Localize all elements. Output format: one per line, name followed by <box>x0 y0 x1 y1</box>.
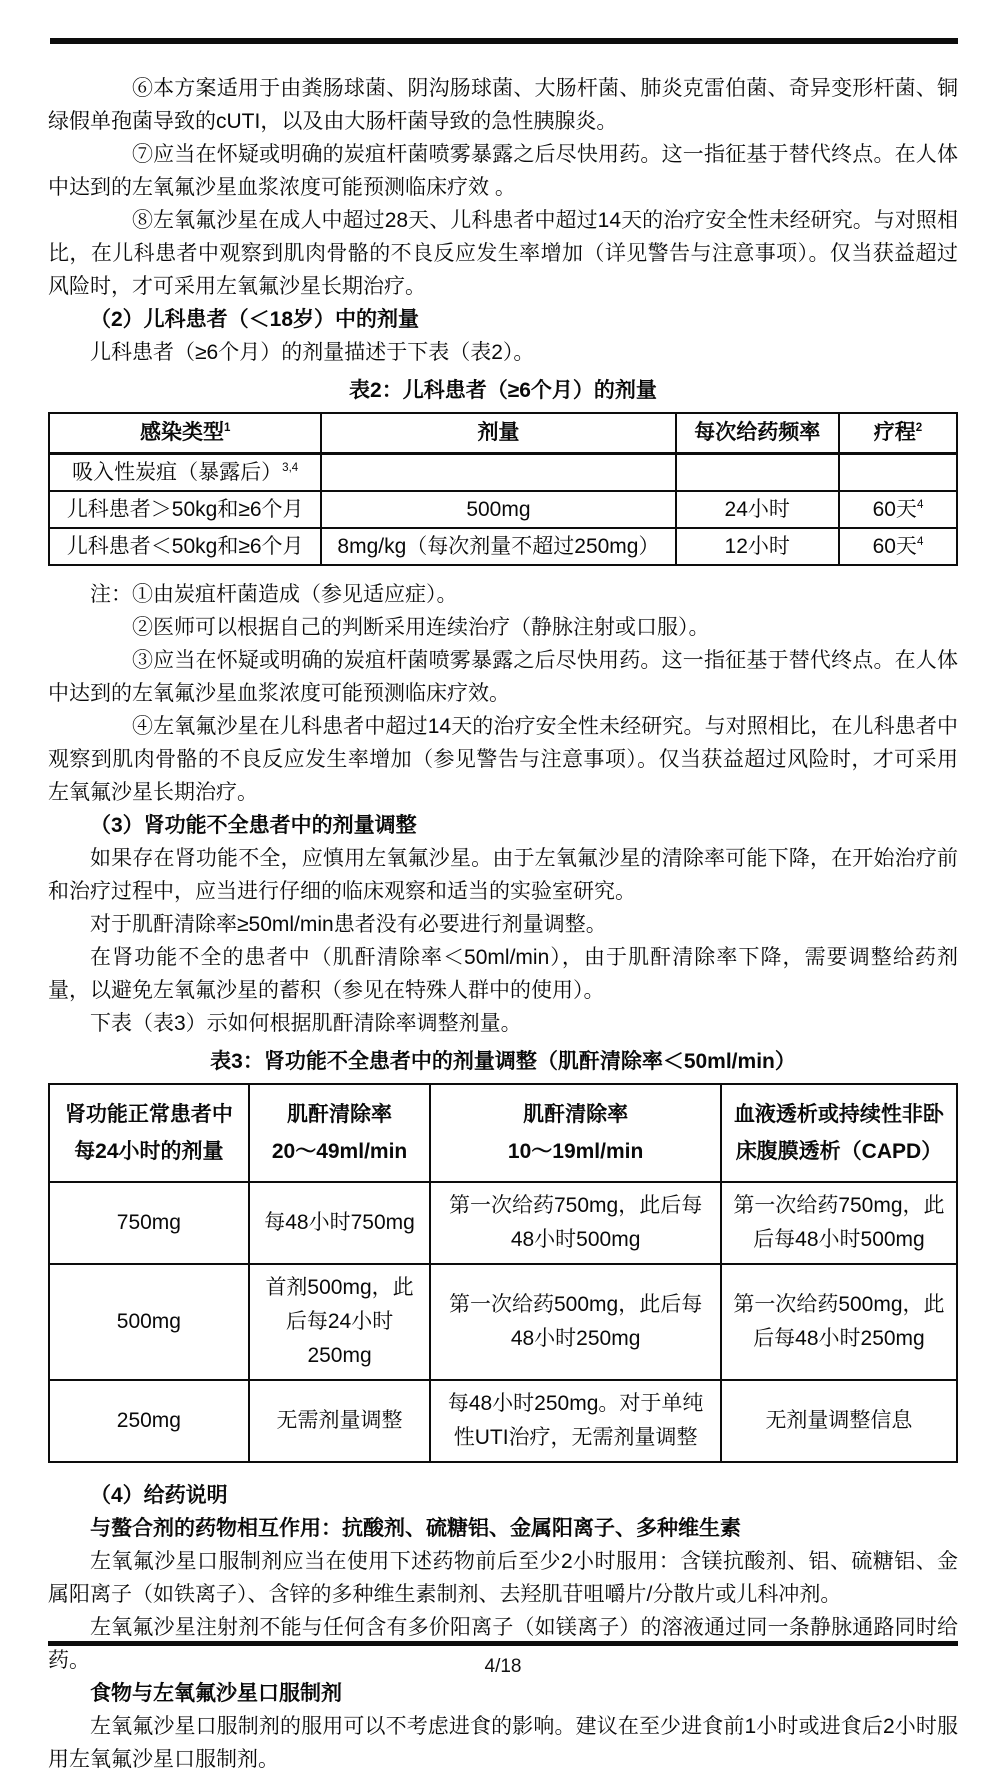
section2-heading: （2）儿科患者（＜18岁）中的剂量 <box>90 308 420 331</box>
paragraph-note6: ⑥本方案适用于由粪肠球菌、阴沟肠球菌、大肠杆菌、肺炎克雷伯菌、奇异变形杆菌、铜绿假单孢菌导致的cUTI，以及由大肠杆菌导致的急性胰腺炎。 <box>48 77 958 133</box>
table3-cell: 无需剂量调整 <box>249 1380 431 1462</box>
table3-header-cell <box>721 1084 957 1182</box>
section4-heading: （4）给药说明 <box>90 1484 228 1507</box>
table3-cell: 第一次给药500mg，此后每48小时250mg <box>430 1264 721 1380</box>
table2-cell <box>676 528 839 565</box>
table2-cell-text: 60天 <box>872 497 917 521</box>
table3-header-line2: 20～49ml/min <box>271 1140 408 1163</box>
table2-cell <box>49 528 321 565</box>
table2-cell <box>321 528 675 565</box>
table3-header-line1: 肌酐清除率 <box>287 1103 393 1126</box>
table2-cell-text: 12小时 <box>724 534 790 558</box>
table3-cell: 750mg <box>49 1182 249 1264</box>
table3-header-cell <box>249 1084 431 1182</box>
table3-row <box>49 1380 957 1462</box>
table3-cell: 无剂量调整信息 <box>721 1380 957 1462</box>
table2-header-sup: 1 <box>223 422 231 434</box>
table2-cell <box>676 454 839 492</box>
table2-cell-text: 500mg <box>466 497 531 521</box>
table2-note4: ④左氧氟沙星在儿科患者中超过14天的治疗安全性未经研究。与对照相比，在儿科患者中观察到肌肉骨骼的不良反应发生率增加（参见警告与注意事项）。仅当获益超过风险时，才可采用左氧氟沙星长期治疗。 <box>48 715 958 804</box>
section4-food-heading: 食物与左氧氟沙星口服制剂 <box>90 1682 342 1705</box>
table2-note3: ③应当在怀疑或明确的炭疽杆菌喷雾暴露之后尽快用药。这一指征基于替代终点。在人体中达到的左氧氟沙星血浆浓度可能预测临床疗效。 <box>48 649 958 705</box>
table3-cell: 500mg <box>49 1264 249 1380</box>
table3-cell: 首剂500mg，此后每24小时250mg <box>249 1264 431 1380</box>
table2-header-sup: 2 <box>915 422 923 434</box>
table2-header-text: 感染类型 <box>139 421 224 444</box>
table2-note2: ②医师可以根据自己的判断采用连续治疗（静脉注射或口服）。 <box>132 616 710 639</box>
table2-header-cell <box>321 413 675 454</box>
table2-cell-sup: 4 <box>916 535 924 548</box>
table2-cell-text: 8mg/kg（每次剂量不超过250mg） <box>337 534 660 558</box>
section3-paragraph1: 如果存在肾功能不全，应慎用左氧氟沙星。由于左氧氟沙星的清除率可能下降，在开始治疗前和治疗过程中，应当进行仔细的临床观察和适当的实验室研究。 <box>48 847 958 903</box>
table2-pediatric-dosage <box>48 412 958 566</box>
table2-cell-text: 儿科患者＞50kg和≥6个月 <box>66 497 304 521</box>
top-horizontal-rule <box>50 38 958 44</box>
table3-header-line1: 血液透析或持续性非卧 <box>733 1103 944 1126</box>
table3-cell: 250mg <box>49 1380 249 1462</box>
section4-paragraph3: 左氧氟沙星口服制剂的服用可以不考虑进食的影响。建议在至少进食前1小时或进食后2小时服用左氧氟沙星口服制剂。 <box>48 1715 958 1771</box>
page-number: 4/18 <box>484 1656 522 1677</box>
table3-header-cell <box>49 1084 249 1182</box>
table2-cell <box>839 528 957 565</box>
table2-row <box>49 528 957 565</box>
table3-renal-dose-adjustment <box>48 1083 958 1463</box>
section4-paragraph2: 左氧氟沙星注射剂不能与任何含有多价阳离子（如镁离子）的溶液通过同一条静脉通路同时给药。 <box>48 1616 958 1672</box>
table3-cell: 第一次给药750mg，此后每48小时500mg <box>721 1182 957 1264</box>
paragraph-note7: ⑦应当在怀疑或明确的炭疽杆菌喷雾暴露之后尽快用药。这一指征基于替代终点。在人体中达到的左氧氟沙星血浆浓度可能预测临床疗效 。 <box>48 143 958 199</box>
section4-chelate-heading: 与螯合剂的药物相互作用：抗酸剂、硫糖铝、金属阳离子、多种维生素 <box>90 1517 741 1540</box>
table3-cell: 第一次给药500mg，此后每48小时250mg <box>721 1264 957 1380</box>
table3-row <box>49 1182 957 1264</box>
table2-row <box>49 454 957 492</box>
table2-header-text: 剂量 <box>477 421 520 444</box>
table2-cell <box>49 491 321 528</box>
table2-cell-text: 吸入性炭疽（暴露后） <box>72 460 283 484</box>
paragraph-note8: ⑧左氧氟沙星在成人中超过28天、儿科患者中超过14天的治疗安全性未经研究。与对照相比，在儿科患者中观察到肌肉骨骼的不良反应发生率增加（详见警告与注意事项）。仅当获益超过风险时，才可采用左氧氟沙星长期治疗。 <box>48 209 958 298</box>
table3-header-line1: 肌酐清除率 <box>523 1103 629 1126</box>
table3-cell: 每48小时750mg <box>249 1182 431 1264</box>
table2-cell <box>49 454 321 492</box>
table3-row <box>49 1264 957 1380</box>
table3-header-line2: 床腹膜透析（CAPD） <box>735 1140 943 1163</box>
table3-header-row <box>49 1084 957 1182</box>
table2-header-row <box>49 413 957 454</box>
table2-header-text: 每次给药频率 <box>694 421 821 444</box>
table2-row <box>49 491 957 528</box>
table2-title: 表2：儿科患者（≥6个月）的剂量 <box>349 379 657 402</box>
section3-paragraph3: 在肾功能不全的患者中（肌酐清除率＜50ml/min），由于肌酐清除率下降，需要调整给药剂量，以避免左氧氟沙星的蓄积（参见在特殊人群中的使用）。 <box>48 946 958 1002</box>
table2-header-cell <box>839 413 957 454</box>
table3-cell: 每48小时250mg。对于单纯性UTI治疗，无需剂量调整 <box>430 1380 721 1462</box>
table3-header-cell <box>430 1084 721 1182</box>
document-body <box>48 72 958 1776</box>
table2-header-text: 疗程 <box>873 421 916 444</box>
section3-heading: （3）肾功能不全患者中的剂量调整 <box>90 814 417 837</box>
table2-cell <box>676 491 839 528</box>
table3-header-line2: 每24小时的剂量 <box>74 1140 224 1163</box>
table3-title: 表3：肾功能不全患者中的剂量调整（肌酐清除率＜50ml/min） <box>210 1050 796 1073</box>
table2-cell <box>839 454 957 492</box>
table2-cell-sup: 3,4 <box>282 461 299 474</box>
table2-note1: 注：①由炭疽杆菌造成（参见适应症）。 <box>90 583 458 606</box>
table2-cell <box>321 454 675 492</box>
section3-paragraph4: 下表（表3）示如何根据肌酐清除率调整剂量。 <box>90 1012 522 1035</box>
table3-cell: 第一次给药750mg，此后每48小时500mg <box>430 1182 721 1264</box>
table2-cell <box>839 491 957 528</box>
footer-horizontal-rule <box>48 1641 958 1646</box>
table2-cell <box>321 491 675 528</box>
table2-cell-sup: 4 <box>916 498 924 511</box>
table3-header-line2: 10～19ml/min <box>507 1140 644 1163</box>
table2-header-cell <box>676 413 839 454</box>
table2-cell-text: 24小时 <box>724 497 790 521</box>
section2-intro: 儿科患者（≥6个月）的剂量描述于下表（表2）。 <box>90 341 535 364</box>
section4-paragraph1: 左氧氟沙星口服制剂应当在使用下述药物前后至少2小时服用：含镁抗酸剂、铝、硫糖铝、金属阳离子（如铁离子）、含锌的多种维生素制剂、去羟肌苷咀嚼片/分散片或儿科冲剂。 <box>48 1550 958 1606</box>
table3-header-line1: 肾功能正常患者中 <box>64 1103 233 1126</box>
table2-cell-text: 儿科患者＜50kg和≥6个月 <box>66 534 304 558</box>
table2-cell-text: 60天 <box>872 534 917 558</box>
section3-paragraph2: 对于肌酐清除率≥50ml/min患者没有必要进行剂量调整。 <box>90 913 607 936</box>
table2-header-cell <box>49 413 321 454</box>
